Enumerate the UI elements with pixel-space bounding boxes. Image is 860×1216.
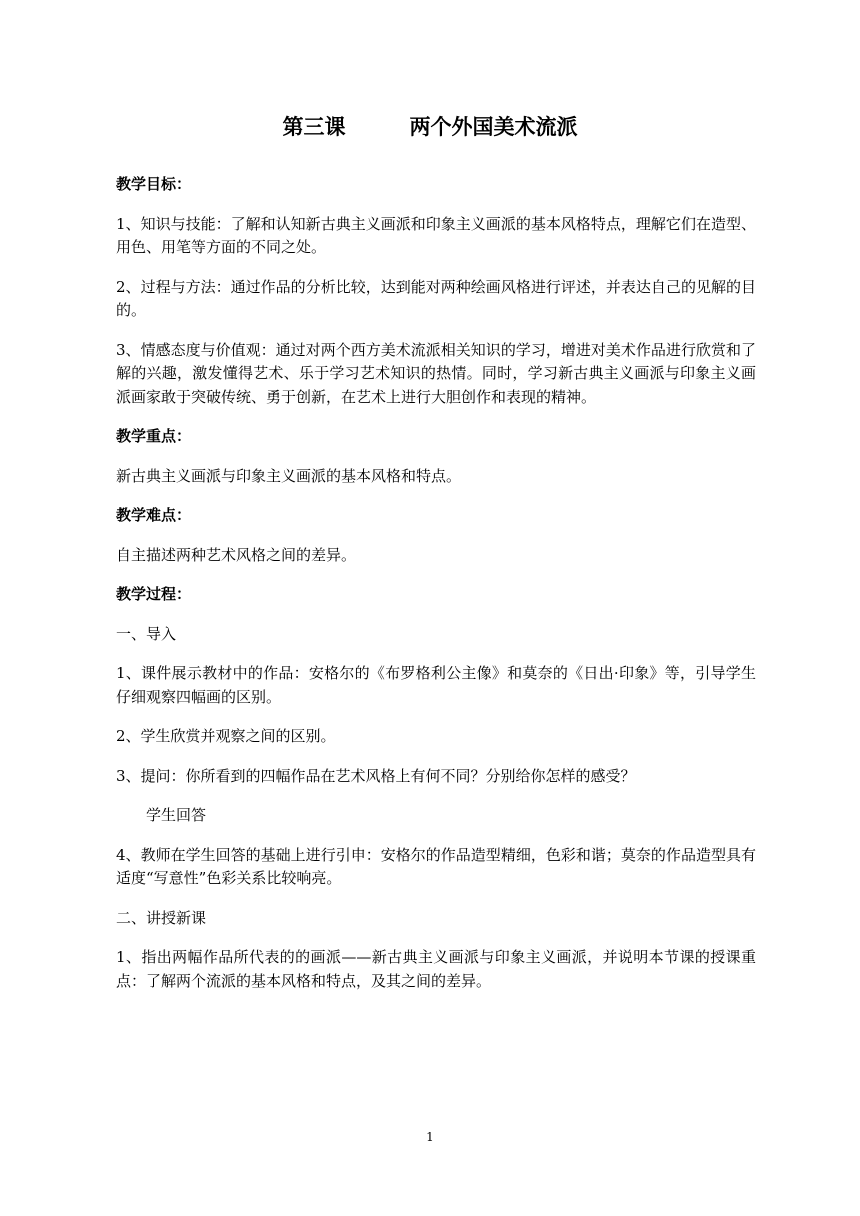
new-lesson-step-1: 1、指出两幅作品所代表的的画派——新古典主义画派与印象主义画派，并说明本节课的授课重点：了解两个流派的基本风格和特点，及其之间的差异。 (116, 948, 756, 990)
objectives-heading: 教学目标： (116, 175, 192, 193)
document-body (116, 173, 756, 1009)
objective-1: 1、知识与技能：了解和认知新古典主义画派和印象主义画派的基本风格特点，理解它们在造型、用色、用笔等方面的不同之处。 (116, 214, 756, 256)
objective-2: 2、过程与方法：通过作品的分析比较，达到能对两种绘画风格进行评述，并表达自己的见解的目的。 (116, 277, 756, 319)
intro-step-3: 3、提问：你所看到的四幅作品在艺术风格上有何不同？分别给你怎样的感受？ (116, 766, 636, 785)
objective-3: 3、情感态度与价值观：通过对两个西方美术流派相关知识的学习，增进对美术作品进行欣赏和了解的兴趣，激发懂得艺术、乐于学习艺术知识的热情。同时，学习新古典主义画派与印象主义画派画家敢于突破传统、勇于创新，在艺术上进行大胆创作和表现的精神。 (116, 340, 756, 406)
difficulty-text: 自主描述两种艺术风格之间的差异。 (116, 545, 357, 564)
difficulty-heading: 教学难点： (116, 506, 192, 524)
process-heading: 教学过程： (116, 585, 192, 603)
intro-step-1: 1、课件展示教材中的作品：安格尔的《布罗格利公主像》和莫奈的《日出·印象》等，引导学生仔细观察四幅画的区别。 (116, 664, 756, 706)
key-points-heading: 教学重点： (116, 427, 192, 445)
page-title (0, 112, 860, 142)
intro-step-4: 4、教师在学生回答的基础上进行引申：安格尔的作品造型精细，色彩和谐；莫奈的作品造型具有适度“写意性”色彩关系比较响亮。 (116, 845, 756, 887)
page-number: 1 (426, 1130, 434, 1144)
lesson-title: 两个外国美术流派 (409, 115, 578, 139)
section-new-lesson: 二、讲授新课 (116, 908, 207, 927)
section-intro: 一、导入 (116, 624, 177, 643)
key-points-text: 新古典主义画派与印象主义画派的基本风格和特点。 (116, 466, 462, 485)
lesson-number: 第三课 (282, 115, 346, 139)
student-answer: 学生回答 (146, 806, 207, 824)
intro-step-2: 2、学生欣赏并观察之间的区别。 (116, 727, 336, 745)
